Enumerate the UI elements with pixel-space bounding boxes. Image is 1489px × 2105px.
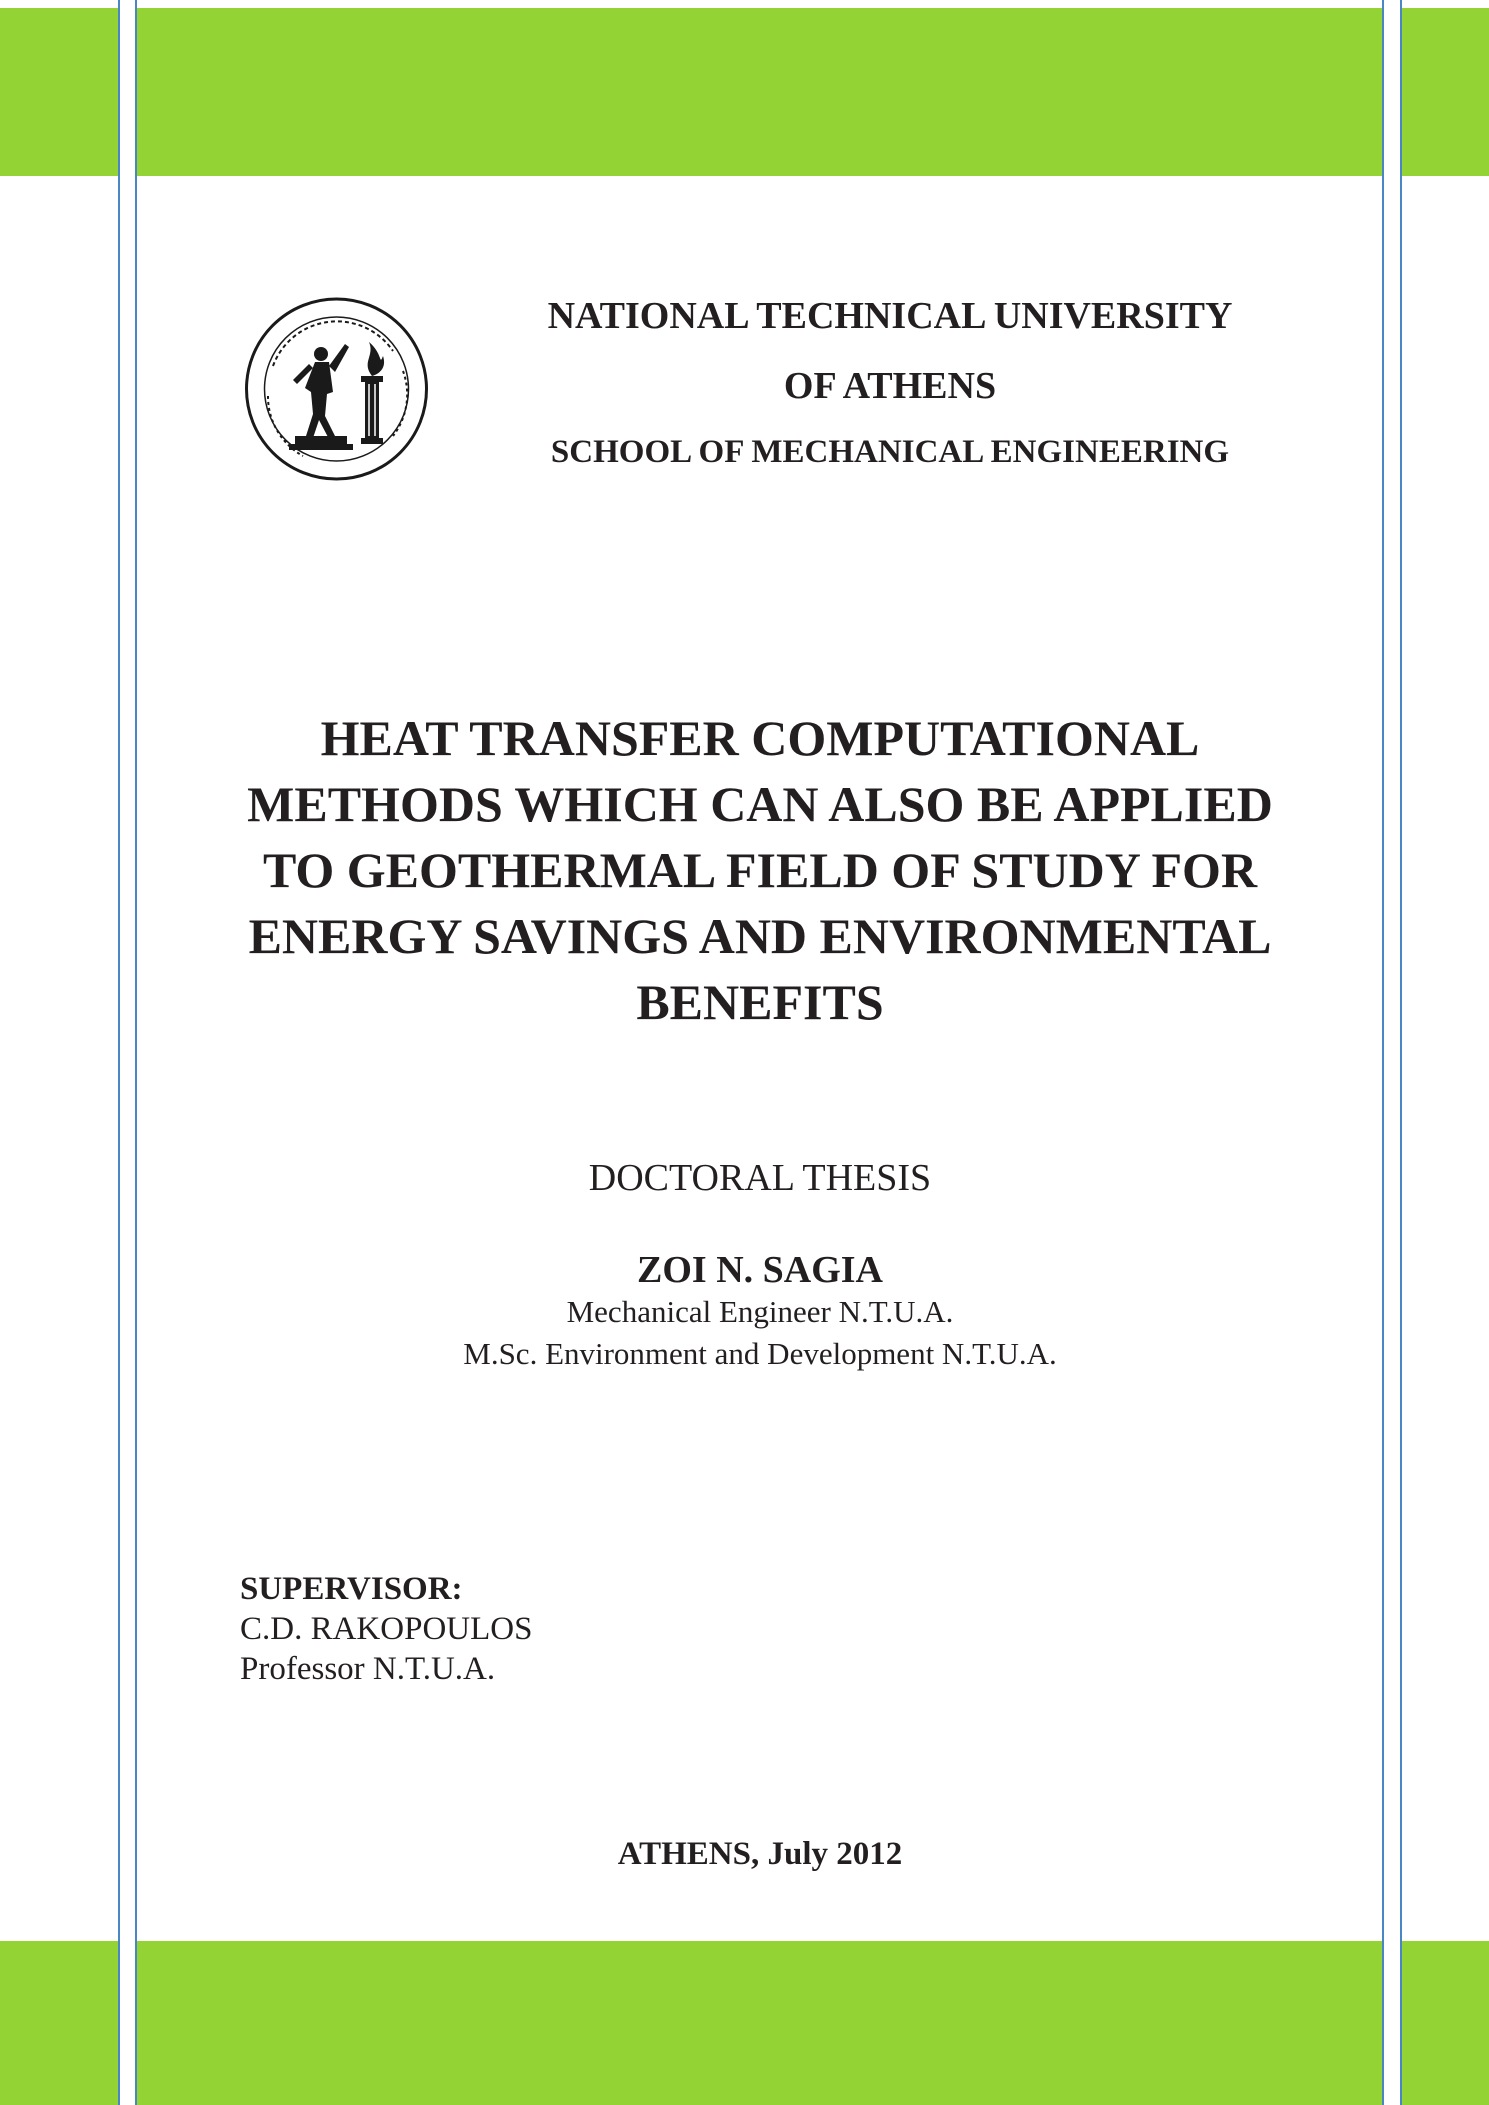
- university-name-line1: NATIONAL TECHNICAL UNIVERSITY: [547, 295, 1233, 337]
- school-name: SCHOOL OF MECHANICAL ENGINEERING: [550, 434, 1230, 470]
- thesis-title-line: HEAT TRANSFER COMPUTATIONAL: [320, 710, 1200, 766]
- document-type: DOCTORAL THESIS: [588, 1157, 932, 1199]
- thesis-title: [180, 705, 1340, 1035]
- right-border-gap: [1383, 0, 1401, 2105]
- right-inner-rule: [1382, 0, 1384, 2105]
- thesis-title-line: METHODS WHICH CAN ALSO BE APPLIED: [247, 776, 1273, 832]
- supervisor-title: Professor N.T.U.A.: [240, 1651, 496, 1687]
- author-credential: Mechanical Engineer N.T.U.A.: [566, 1294, 954, 1329]
- bottom-green-band: [0, 1941, 1489, 2105]
- author-name: ZOI N. SAGIA: [637, 1249, 883, 1291]
- thesis-title-line: TO GEOTHERMAL FIELD OF STUDY FOR: [262, 842, 1258, 898]
- right-outer-rule: [1400, 0, 1402, 2105]
- thesis-title-line: ENERGY SAVINGS AND ENVIRONMENTAL: [248, 908, 1272, 964]
- supervisor-label: SUPERVISOR:: [240, 1571, 463, 1607]
- supervisor-name: C.D. RAKOPOULOS: [240, 1611, 533, 1647]
- left-inner-rule: [135, 0, 137, 2105]
- place-date: ATHENS, July 2012: [617, 1836, 903, 1872]
- left-outer-rule: [118, 0, 120, 2105]
- ntua-seal-icon: [243, 296, 430, 482]
- top-green-band: [0, 8, 1489, 176]
- left-border-gap: [120, 0, 135, 2105]
- university-name-line2: OF ATHENS: [783, 365, 997, 407]
- thesis-title-line: BENEFITS: [636, 974, 884, 1030]
- author-credential: M.Sc. Environment and Development N.T.U.A.: [463, 1336, 1057, 1371]
